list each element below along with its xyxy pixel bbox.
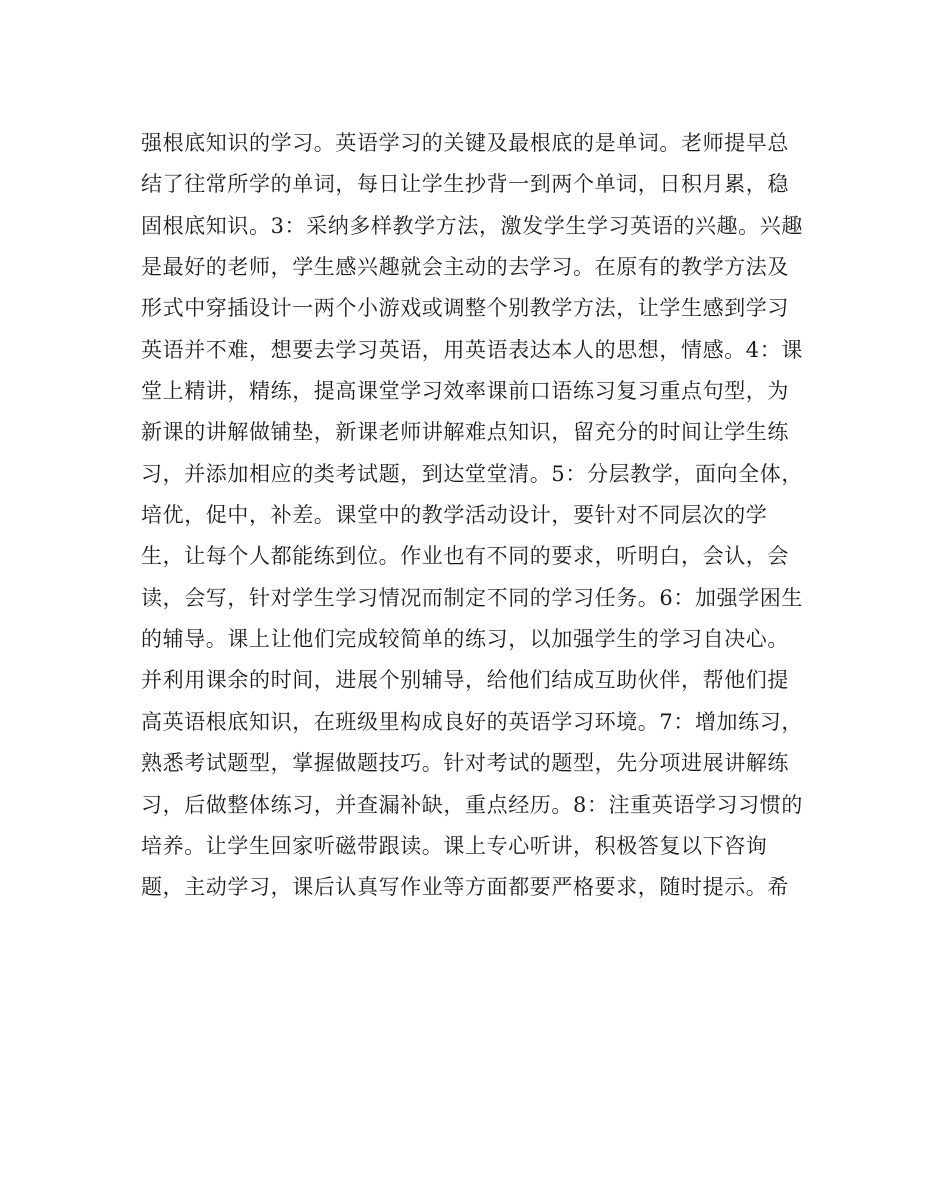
text-line: 形式中穿插设计一两个小游戏或调整个别教学方法，让学生感到学习 bbox=[141, 296, 789, 321]
text-line: 高英语根底知识，在班级里构成良好的英语学习环境。7：增加练习， bbox=[141, 709, 803, 734]
text-line: 习，后做整体练习，并查漏补缺，重点经历。8：注重英语学习习惯的 bbox=[141, 792, 803, 817]
text-line: 读，会写，针对学生学习情况而制定不同的学习任务。6：加强学困生 bbox=[141, 585, 803, 610]
text-line: 题，主动学习，课后认真写作业等方面都要严格要求，随时提示。希 bbox=[141, 875, 789, 900]
text-line: 培优，促中，补差。课堂中的教学活动设计，要针对不同层次的学 bbox=[141, 503, 768, 528]
text-line: 新课的讲解做铺垫，新课老师讲解难点知识，留充分的时间让学生练 bbox=[141, 420, 789, 445]
text-line: 固根底知识。3：采纳多样教学方法，激发学生学习英语的兴趣。兴趣 bbox=[141, 213, 803, 238]
text-line: 熟悉考试题型，掌握做题技巧。针对考试的题型，先分项进展讲解练 bbox=[141, 751, 789, 776]
text-line: 是最好的老师，学生感兴趣就会主动的去学习。在原有的教学方法及 bbox=[141, 255, 789, 280]
text-line: 堂上精讲，精练，提高课堂学习效率课前口语练习复习重点句型，为 bbox=[141, 379, 789, 404]
text-line: 的辅导。课上让他们完成较简单的练习，以加强学生的学习自决心。 bbox=[141, 627, 789, 652]
text-line: 培养。让学生回家听磁带跟读。课上专心听讲，积极答复以下咨询 bbox=[141, 833, 768, 858]
text-line: 英语并不难，想要去学习英语，用英语表达本人的思想，情感。4：课 bbox=[141, 337, 803, 362]
text-line: 强根底知识的学习。英语学习的关键及最根底的是单词。老师提早总 bbox=[141, 131, 789, 155]
text-line: 结了往常所学的单词，每日让学生抄背一到两个单词，日积月累，稳 bbox=[141, 172, 789, 197]
body-paragraph bbox=[141, 128, 811, 914]
text-line: 习，并添加相应的类考试题，到达堂堂清。5：分层教学，面向全体， bbox=[141, 461, 803, 486]
text-line: 生，让每个人都能练到位。作业也有不同的要求，听明白，会认，会 bbox=[141, 544, 789, 569]
text-line: 并利用课余的时间，进展个别辅导，给他们结成互助伙伴，帮他们提 bbox=[141, 668, 789, 693]
